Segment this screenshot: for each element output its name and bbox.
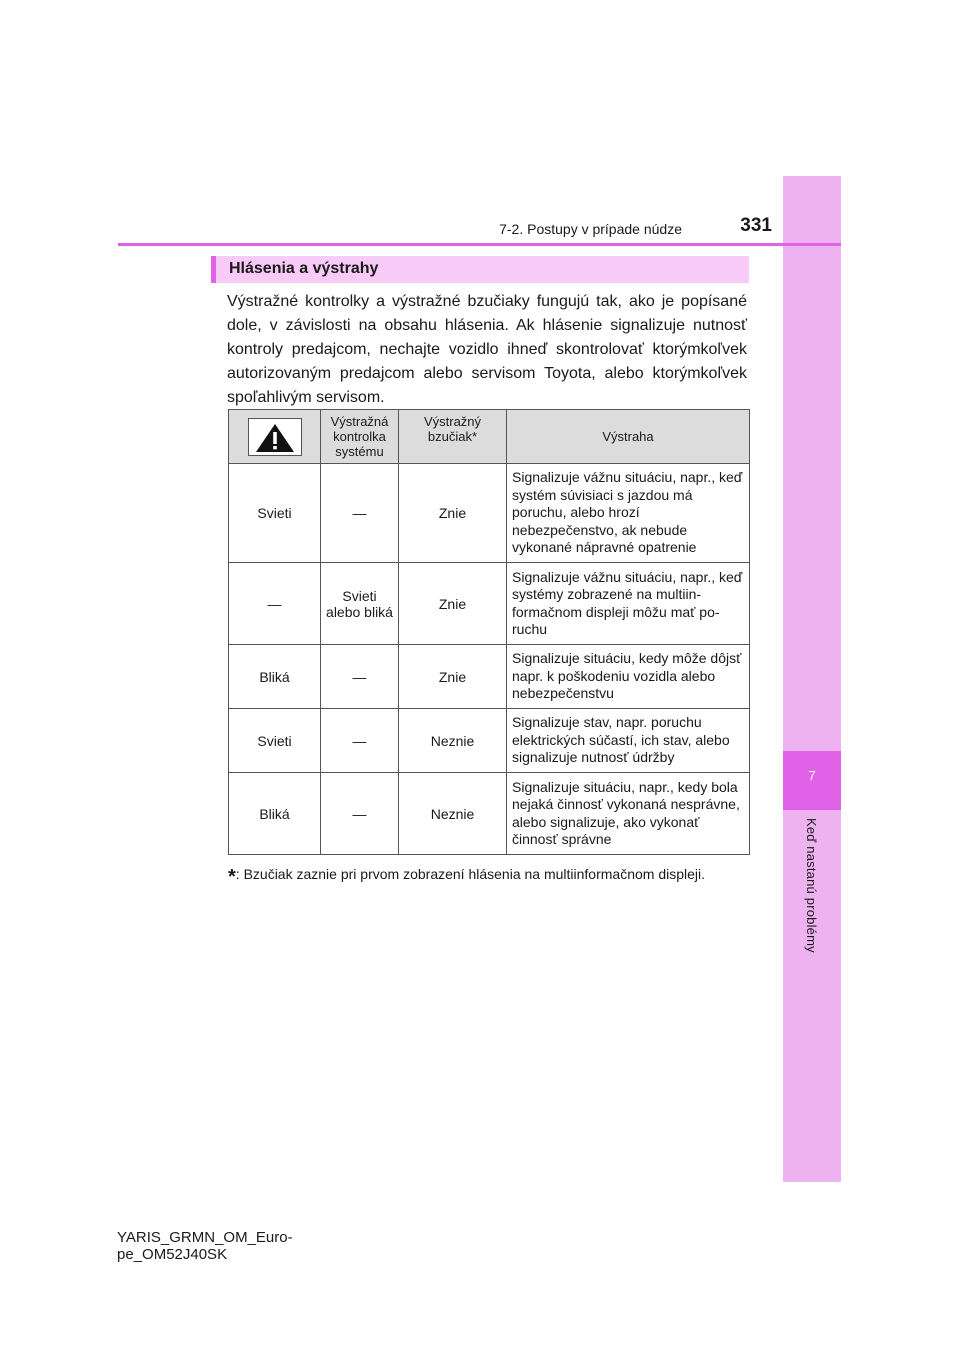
- cell-icon-state: Bliká: [229, 645, 321, 709]
- warning-triangle-icon: [248, 418, 302, 456]
- intro-paragraph: Výstražné kontrolky a výstražné bzučiaky fungujú tak, ako je popísané dole, v závislosti na obsahu hlásenia. Ak hlásenie signalizuje nutnosť kontroly predajcom, nechajte vozidlo ihneď skontrolovať ktorýmkoľvek autorizovaným predajcom alebo servisom Toyota, alebo ktorýmkoľvek spoľahlivým servisom.: [227, 293, 747, 406]
- chapter-title: Keď nastanú problémy: [804, 818, 819, 953]
- cell-buzzer: Neznie: [399, 709, 507, 773]
- table-row: [229, 709, 750, 773]
- cell-buzzer: Znie: [399, 464, 507, 563]
- cell-light: —: [321, 645, 399, 709]
- cell-warning: Signalizuje vážnu situáciu, napr., keď systém súvisiaci s jazdou má poruchu, alebo hrozí nebezpečenstvo, ak nebude vykonané nápravné opatrenie: [507, 464, 750, 563]
- document-id-line2: pe_OM52J40SK: [117, 1246, 228, 1263]
- table-header-row: [229, 410, 750, 464]
- cell-icon-state: Svieti: [229, 464, 321, 563]
- cell-icon-state: Bliká: [229, 773, 321, 855]
- chapter-number: 7: [808, 768, 816, 783]
- header-light: Výstražná kontrolka systému: [321, 410, 399, 464]
- footnote-mark: *: [228, 866, 236, 888]
- cell-warning: Signalizuje stav, napr. poruchu elektrických súčastí, ich stav, alebo signalizuje nutnosť údržby: [507, 709, 750, 773]
- document-id: [117, 1229, 293, 1263]
- chapter-side-tab: [783, 176, 841, 1182]
- section-title: Hlásenia a výstrahy: [229, 260, 379, 277]
- cell-buzzer: Znie: [399, 645, 507, 709]
- header-section-title: 7-2. Postupy v prípade núdze: [499, 221, 682, 237]
- cell-light: —: [321, 709, 399, 773]
- cell-icon-state: Svieti: [229, 709, 321, 773]
- cell-light: Svieti alebo bliká: [321, 563, 399, 645]
- document-id-line1: YARIS_GRMN_OM_Euro-: [117, 1229, 293, 1246]
- footnote: [228, 866, 705, 889]
- cell-warning: Signalizuje vážnu situáciu, napr., keď systémy zobrazené na multiinformačnom displeji môžu mať poruchu: [507, 563, 750, 645]
- cell-warning: Signalizuje situáciu, kedy môže dôjsť napr. k poškodeniu vozidla alebo nebezpečenstvu: [507, 645, 750, 709]
- cell-light: —: [321, 464, 399, 563]
- header-warning: Výstraha: [507, 410, 750, 464]
- cell-buzzer: Znie: [399, 563, 507, 645]
- warning-table: [228, 409, 750, 855]
- cell-icon-state: —: [229, 563, 321, 645]
- header-buzzer: Výstražný bzučiak*: [399, 410, 507, 464]
- table-row: [229, 645, 750, 709]
- footnote-text: : Bzučiak zaznie pri prvom zobrazení hlásenia na multiinformačnom displeji.: [235, 866, 706, 882]
- table-row: [229, 563, 750, 645]
- cell-warning: Signalizuje situáciu, napr., kedy bola nejaká činnosť vykonaná nesprávne, alebo signalizuje, ako vykonať činnosť správne: [507, 773, 750, 855]
- header-divider: [118, 243, 841, 246]
- header-icon-cell: [229, 410, 321, 464]
- page-number: 331: [740, 215, 772, 236]
- cell-light: —: [321, 773, 399, 855]
- section-heading-bar: [211, 256, 749, 283]
- cell-buzzer: Neznie: [399, 773, 507, 855]
- table-row: [229, 773, 750, 855]
- table-row: [229, 464, 750, 563]
